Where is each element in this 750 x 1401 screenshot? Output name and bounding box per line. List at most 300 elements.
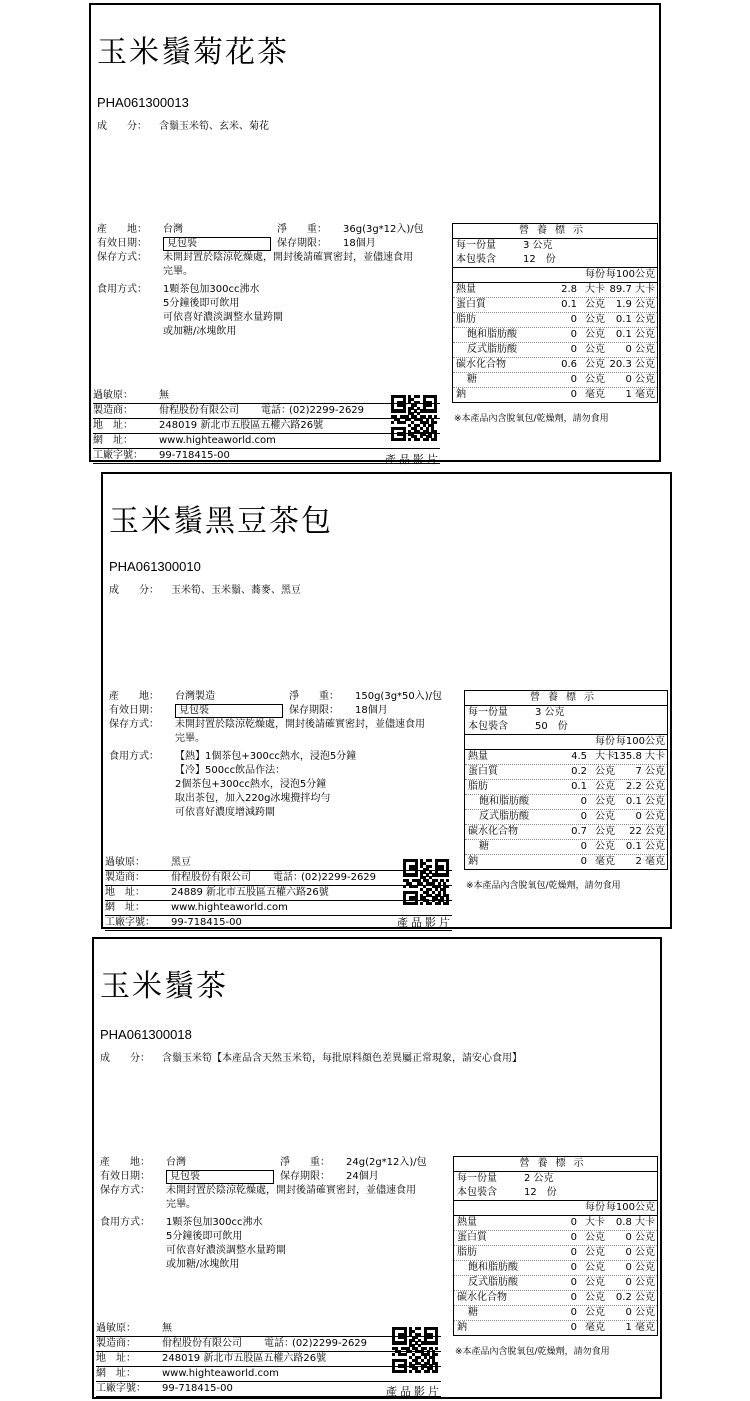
product-video-qr-code[interactable] xyxy=(403,859,449,905)
maker-key: 製造商： xyxy=(93,405,133,416)
nutrient-name: 鈉 xyxy=(456,389,466,400)
nutrient-row xyxy=(465,840,667,855)
usage-key: 食用方式： xyxy=(100,1217,150,1228)
nutrient-unit: 毫克 xyxy=(585,389,605,400)
nutrient-per-serving: 0 xyxy=(570,389,577,400)
desiccant-warning: ※本產品內含脫氧包/乾燥劑，請勿食用 xyxy=(455,1347,610,1357)
maker-value: 佾程股份有限公司 xyxy=(171,872,251,883)
per-serving-header: 每份 xyxy=(585,269,605,280)
serving-size-label: 每一份量 xyxy=(468,707,508,718)
storage-key: 保存方式： xyxy=(109,719,159,730)
usage-line: 1顆茶包加300cc沸水 xyxy=(163,284,260,295)
product-video-label: 產品影片 xyxy=(385,453,441,466)
nutrient-per-100g: 20.3 公克 xyxy=(609,359,655,370)
origin-value: 台灣製造 xyxy=(175,691,215,702)
nutrient-per-serving: 2.8 xyxy=(561,284,577,295)
origin-row xyxy=(100,1156,445,1170)
nutrient-row xyxy=(453,373,657,388)
nutrient-per-100g: 7 公克 xyxy=(635,766,665,777)
net-key: 淨 重： xyxy=(280,1157,330,1168)
product-label xyxy=(92,937,662,1399)
website-key: 網 址： xyxy=(93,435,133,446)
website-row xyxy=(96,1367,441,1382)
nutrient-row xyxy=(454,1291,657,1306)
net-key: 淨 重： xyxy=(289,691,339,702)
nutrient-unit: 公克 xyxy=(585,299,605,310)
per-100g-header: 每100公克 xyxy=(605,269,655,280)
phone-value: (02)2299-2629 xyxy=(289,405,365,416)
maker-key: 製造商： xyxy=(105,872,145,883)
usage-cont-row xyxy=(109,778,456,792)
product-video-qr-code[interactable] xyxy=(391,395,437,441)
servings-per-pack-value: 12 份 xyxy=(523,254,556,265)
product-title: 玉米鬚菊花茶 xyxy=(97,35,289,70)
factory-registration-value: 99-718415-00 xyxy=(162,1383,233,1394)
address-value: 248019 新北市五股區五權六路26號 xyxy=(159,420,324,431)
nutrient-per-serving: 0.1 xyxy=(571,781,587,792)
usage-key: 食用方式： xyxy=(109,751,159,762)
shelf-life-key: 保存期限： xyxy=(280,1171,330,1182)
allergen-row xyxy=(93,389,440,404)
storage-cont-value: 完畢。 xyxy=(175,733,205,744)
nutrient-name: 蛋白質 xyxy=(456,299,486,310)
nutrient-per-100g: 1 毫克 xyxy=(625,389,655,400)
usage-line: 2個茶包+300cc熱水，浸泡5分鐘 xyxy=(175,779,327,790)
phone-key: 電話： xyxy=(261,405,291,416)
composition-line xyxy=(97,117,269,132)
nutrient-per-serving: 0 xyxy=(570,344,577,355)
factory-registration-key: 工廠字號： xyxy=(93,450,143,461)
nutrient-per-serving: 0 xyxy=(580,811,587,822)
nutrient-per-100g: 0 公克 xyxy=(625,344,655,355)
nutrient-unit: 大卡 xyxy=(595,751,615,762)
nutrient-unit: 公克 xyxy=(585,374,605,385)
nutrient-per-serving: 0 xyxy=(570,374,577,385)
nutrient-per-100g: 0.1 公克 xyxy=(625,841,665,852)
usage-line: 可依喜好濃淡調整水量跨閘 xyxy=(166,1245,286,1256)
phone-key: 電話： xyxy=(264,1338,294,1349)
nutrient-name: 碳水化合物 xyxy=(468,826,518,837)
storage-value: 未開封置於陰涼乾燥處，開封後請確實密封，並儘速食用 xyxy=(163,252,413,263)
shelf-life-value: 18個月 xyxy=(343,238,376,249)
storage-key: 保存方式： xyxy=(100,1185,150,1196)
allergen-row xyxy=(96,1322,441,1337)
nutrient-row xyxy=(453,313,657,328)
nutrition-facts-table xyxy=(453,1156,658,1336)
usage-key: 食用方式： xyxy=(97,284,147,295)
nutrient-name: 脂肪 xyxy=(468,781,488,792)
storage-value: 未開封置於陰涼乾燥處，開封後請確實密封，並儘速食用 xyxy=(175,719,425,730)
usage-cont-row xyxy=(100,1258,445,1272)
usage-cont-row xyxy=(109,792,456,806)
desiccant-warning: ※本產品內含脫氧包/乾燥劑，請勿食用 xyxy=(454,414,609,424)
nutrient-row xyxy=(465,750,667,765)
nutrient-per-100g: 0.2 公克 xyxy=(615,1292,655,1303)
factory-registration-value: 99-718415-00 xyxy=(171,917,242,928)
phone-key: 電話： xyxy=(273,872,303,883)
nutrient-per-serving: 0.1 xyxy=(561,299,577,310)
per-100g-header: 每100公克 xyxy=(615,736,665,747)
usage-cont-row xyxy=(109,764,456,778)
usage-line: 【冷】500cc飲品作法： xyxy=(175,765,286,776)
nutrient-row xyxy=(453,298,657,313)
nutrient-per-serving: 0 xyxy=(570,1292,577,1303)
shelf-life-value: 18個月 xyxy=(355,705,388,716)
website-value: www.highteaworld.com xyxy=(162,1368,279,1379)
usage-cont-row xyxy=(100,1244,445,1258)
expiry-key: 有效日期： xyxy=(109,705,159,716)
nutrition-column-headers xyxy=(454,1201,657,1216)
storage-cont-row xyxy=(97,265,444,279)
address-row xyxy=(96,1352,441,1367)
nutrient-unit: 公克 xyxy=(585,1232,605,1243)
expiry-value: 見包裝 xyxy=(175,704,283,718)
nutrient-per-serving: 0 xyxy=(570,1277,577,1288)
origin-row xyxy=(109,690,456,704)
nutrient-name: 熱量 xyxy=(456,284,476,295)
origin-key: 產 地： xyxy=(97,224,147,235)
nutrient-unit: 毫克 xyxy=(595,856,615,867)
servings-per-pack-value: 50 份 xyxy=(535,721,568,732)
servings-per-pack-row xyxy=(454,1186,657,1201)
nutrient-name: 反式脂肪酸 xyxy=(479,811,529,822)
nutrient-per-100g: 0 公克 xyxy=(625,1307,655,1318)
nutrient-row xyxy=(454,1216,657,1231)
nutrient-per-serving: 4.5 xyxy=(571,751,587,762)
nutrient-name: 反式脂肪酸 xyxy=(468,1277,518,1288)
nutrient-unit: 公克 xyxy=(585,359,605,370)
servings-per-pack-label: 本包裝含 xyxy=(456,254,496,265)
composition-value: 含鬚玉米筍、玄米、菊花 xyxy=(159,121,269,132)
servings-per-pack-row xyxy=(453,253,657,268)
net-key: 淨 重： xyxy=(277,224,327,235)
allergen-key: 過敏原： xyxy=(105,857,145,868)
servings-per-pack-value: 12 份 xyxy=(524,1187,557,1198)
nutrient-unit: 公克 xyxy=(595,766,615,777)
allergen-row xyxy=(105,856,452,871)
nutrient-name: 蛋白質 xyxy=(457,1232,487,1243)
nutrient-row xyxy=(465,795,667,810)
nutrient-name: 飽和脂肪酸 xyxy=(468,1262,518,1273)
usage-row xyxy=(100,1216,445,1230)
nutrient-unit: 公克 xyxy=(585,344,605,355)
usage-row xyxy=(109,750,456,764)
address-key: 地 址： xyxy=(96,1353,136,1364)
allergen-value: 無 xyxy=(162,1323,172,1334)
phone-value: (02)2299-2629 xyxy=(301,872,377,883)
maker-row xyxy=(93,404,440,419)
nutrient-per-serving: 0.7 xyxy=(571,826,587,837)
nutrient-row xyxy=(465,810,667,825)
serving-size-label: 每一份量 xyxy=(457,1173,497,1184)
origin-value: 台灣 xyxy=(166,1157,186,1168)
nutrient-unit: 公克 xyxy=(595,841,615,852)
nutrient-per-serving: 0 xyxy=(580,856,587,867)
nutrient-per-serving: 0 xyxy=(570,329,577,340)
nutrient-unit: 公克 xyxy=(595,826,615,837)
nutrition-facts-table xyxy=(452,223,658,403)
nutrient-per-100g: 2.2 公克 xyxy=(625,781,665,792)
usage-cont-row xyxy=(97,297,444,311)
nutrient-name: 脂肪 xyxy=(457,1247,477,1258)
storage-cont-row xyxy=(109,732,456,746)
usage-line: 可依喜好濃度增減跨閘 xyxy=(175,807,275,818)
nutrient-unit: 公克 xyxy=(585,1292,605,1303)
address-row xyxy=(93,419,440,434)
address-key: 地 址： xyxy=(93,420,133,431)
serving-size-row xyxy=(453,239,657,253)
storage-cont-value: 完畢。 xyxy=(166,1199,196,1210)
nutrient-per-serving: 0 xyxy=(570,1262,577,1273)
nutrient-row xyxy=(453,388,657,402)
nutrient-row xyxy=(454,1246,657,1261)
maker-row xyxy=(96,1337,441,1352)
nutrition-header: 營養標示 xyxy=(453,224,657,239)
nutrient-unit: 大卡 xyxy=(585,1217,605,1228)
serving-size-label: 每一份量 xyxy=(456,240,496,251)
info-block xyxy=(97,223,444,339)
storage-row xyxy=(97,251,444,265)
nutrient-name: 飽和脂肪酸 xyxy=(467,329,517,340)
product-video-label: 產品影片 xyxy=(386,1385,442,1398)
nutrient-row xyxy=(465,825,667,840)
composition-key: 成 分： xyxy=(97,121,147,132)
nutrient-per-serving: 0 xyxy=(570,314,577,325)
product-title: 玉米鬚黑豆茶包 xyxy=(109,504,333,539)
nutrient-unit: 公克 xyxy=(585,1307,605,1318)
nutrient-per-100g: 0 公克 xyxy=(625,1262,655,1273)
net-value: 150g(3g*50入)/包 xyxy=(355,691,443,702)
nutrient-name: 碳水化合物 xyxy=(457,1292,507,1303)
composition-value: 玉米筍、玉米鬚、蕎麥、黑豆 xyxy=(171,585,301,596)
nutrient-row xyxy=(454,1231,657,1246)
factory-registration-key: 工廠字號： xyxy=(105,917,155,928)
allergen-value: 黑豆 xyxy=(171,857,191,868)
nutrient-name: 糖 xyxy=(468,1307,478,1318)
nutrition-column-headers xyxy=(465,735,667,750)
website-value: www.highteaworld.com xyxy=(159,435,276,446)
nutrient-per-100g: 0.8 大卡 xyxy=(615,1217,655,1228)
net-value: 24g(2g*12入)/包 xyxy=(346,1157,427,1168)
nutrient-unit: 公克 xyxy=(585,1247,605,1258)
nutrient-row xyxy=(454,1261,657,1276)
nutrient-row xyxy=(453,328,657,343)
origin-row xyxy=(97,223,444,237)
nutrient-name: 飽和脂肪酸 xyxy=(479,796,529,807)
expiry-key: 有效日期： xyxy=(100,1171,150,1182)
nutrient-unit: 公克 xyxy=(595,796,615,807)
storage-cont-row xyxy=(100,1198,445,1212)
storage-row xyxy=(109,718,456,732)
address-value: 24889 新北市五股區五權六路26號 xyxy=(171,887,329,898)
servings-per-pack-label: 本包裝含 xyxy=(457,1187,497,1198)
address-value: 248019 新北市五股區五權六路26號 xyxy=(162,1353,327,1364)
net-value: 36g(3g*12入)/包 xyxy=(343,224,424,235)
nutrient-row xyxy=(453,358,657,373)
usage-cont-row xyxy=(97,325,444,339)
nutrient-row xyxy=(454,1321,657,1335)
website-key: 網 址： xyxy=(105,902,145,913)
nutrient-unit: 毫克 xyxy=(585,1322,605,1333)
maker-value: 佾程股份有限公司 xyxy=(159,405,239,416)
servings-per-pack-row xyxy=(465,720,667,735)
allergen-key: 過敏原： xyxy=(96,1323,136,1334)
nutrient-row xyxy=(465,765,667,780)
usage-cont-row xyxy=(100,1230,445,1244)
product-code: PHA061300013 xyxy=(97,95,189,110)
nutrient-name: 熱量 xyxy=(457,1217,477,1228)
website-key: 網 址： xyxy=(96,1368,136,1379)
product-code: PHA061300018 xyxy=(100,1027,192,1042)
shelf-life-value: 24個月 xyxy=(346,1171,379,1182)
desiccant-warning: ※本產品內含脫氧包/乾燥劑，請勿食用 xyxy=(466,881,621,891)
product-video-label: 產品影片 xyxy=(397,916,453,929)
nutrient-row xyxy=(454,1276,657,1291)
nutrient-row xyxy=(454,1306,657,1321)
nutrient-per-100g: 1 毫克 xyxy=(625,1322,655,1333)
nutrient-per-100g: 1.9 公克 xyxy=(615,299,655,310)
nutrient-per-100g: 0 公克 xyxy=(635,811,665,822)
composition-value: 含鬚玉米筍【本產品含天然玉米筍，每批原料顏色差異屬正常現象，請安心食用】 xyxy=(162,1053,522,1064)
nutrient-per-100g: 22 公克 xyxy=(629,826,665,837)
shelf-life-key: 保存期限： xyxy=(289,705,339,716)
info-block xyxy=(109,690,456,820)
nutrient-unit: 公克 xyxy=(585,1277,605,1288)
expiry-value: 見包裝 xyxy=(163,237,271,251)
usage-row xyxy=(97,283,444,297)
nutrient-row xyxy=(453,283,657,298)
address-row xyxy=(105,886,452,901)
expiry-row xyxy=(100,1170,445,1184)
nutrient-per-100g: 89.7 大卡 xyxy=(609,284,655,295)
nutrient-per-serving: 0.2 xyxy=(571,766,587,777)
nutrient-per-100g: 135.8 大卡 xyxy=(613,751,665,762)
nutrition-header: 營養標示 xyxy=(465,691,667,706)
nutrient-per-serving: 0 xyxy=(580,796,587,807)
phone-value: (02)2299-2629 xyxy=(292,1338,368,1349)
usage-line: 5分鐘後即可飲用 xyxy=(163,298,240,309)
maker-value: 佾程股份有限公司 xyxy=(162,1338,242,1349)
nutrient-per-serving: 0.6 xyxy=(561,359,577,370)
nutrient-row xyxy=(465,855,667,869)
nutrient-name: 脂肪 xyxy=(456,314,476,325)
nutrient-unit: 公克 xyxy=(585,1262,605,1273)
nutrient-per-100g: 0.1 公克 xyxy=(625,796,665,807)
usage-line: 或加糖/冰塊飲用 xyxy=(163,326,237,337)
product-title: 玉米鬚茶 xyxy=(100,969,228,1004)
usage-line: 取出茶包，加入220g冰塊攪拌均勻 xyxy=(175,793,331,804)
nutrient-unit: 公克 xyxy=(595,811,615,822)
serving-size-value: 3 公克 xyxy=(535,707,565,718)
expiry-value: 見包裝 xyxy=(166,1170,274,1184)
shelf-life-key: 保存期限： xyxy=(277,238,327,249)
nutrient-unit: 公克 xyxy=(585,314,605,325)
serving-size-row xyxy=(454,1172,657,1186)
usage-line: 或加糖/冰塊飲用 xyxy=(166,1259,240,1270)
nutrient-name: 鈉 xyxy=(468,856,478,867)
composition-key: 成 分： xyxy=(100,1053,150,1064)
usage-line: 1顆茶包加300cc沸水 xyxy=(166,1217,263,1228)
address-key: 地 址： xyxy=(105,887,145,898)
usage-cont-row xyxy=(97,311,444,325)
product-video-qr-code[interactable] xyxy=(392,1327,438,1373)
origin-value: 台灣 xyxy=(163,224,183,235)
per-100g-header: 每100公克 xyxy=(605,1202,655,1213)
per-serving-header: 每份 xyxy=(585,1202,605,1213)
website-value: www.highteaworld.com xyxy=(171,902,288,913)
factory-registration-key: 工廠字號： xyxy=(96,1383,146,1394)
composition-key: 成 分： xyxy=(109,585,159,596)
maker-key: 製造商： xyxy=(96,1338,136,1349)
nutrient-name: 鈉 xyxy=(457,1322,467,1333)
allergen-key: 過敏原： xyxy=(93,390,133,401)
nutrition-column-headers xyxy=(453,268,657,283)
nutrient-row xyxy=(453,343,657,358)
nutrient-unit: 公克 xyxy=(595,781,615,792)
composition-line xyxy=(100,1049,522,1064)
storage-cont-value: 完畢。 xyxy=(163,266,193,277)
nutrient-unit: 大卡 xyxy=(585,284,605,295)
nutrient-per-serving: 0 xyxy=(570,1307,577,1318)
nutrient-per-100g: 0 公克 xyxy=(625,374,655,385)
storage-value: 未開封置於陰涼乾燥處，開封後請確實密封，並儘速食用 xyxy=(166,1185,416,1196)
nutrition-facts-table xyxy=(464,690,668,870)
nutrient-per-serving: 0 xyxy=(570,1247,577,1258)
product-label xyxy=(89,3,661,466)
servings-per-pack-label: 本包裝含 xyxy=(468,721,508,732)
nutrient-per-serving: 0 xyxy=(570,1322,577,1333)
nutrient-per-100g: 0.1 公克 xyxy=(615,314,655,325)
nutrient-per-100g: 2 毫克 xyxy=(635,856,665,867)
nutrient-name: 碳水化合物 xyxy=(456,359,506,370)
product-code: PHA061300010 xyxy=(109,559,201,574)
usage-cont-row xyxy=(109,806,456,820)
nutrient-per-serving: 0 xyxy=(570,1232,577,1243)
website-row xyxy=(93,434,440,449)
expiry-row xyxy=(97,237,444,251)
nutrient-name: 反式脂肪酸 xyxy=(467,344,517,355)
per-serving-header: 每份 xyxy=(595,736,615,747)
nutrient-per-100g: 0 公克 xyxy=(625,1277,655,1288)
factory-registration-value: 99-718415-00 xyxy=(159,450,230,461)
serving-size-row xyxy=(465,706,667,720)
nutrient-per-100g: 0 公克 xyxy=(625,1247,655,1258)
usage-line: 【熱】1個茶包+300cc熱水，浸泡5分鐘 xyxy=(175,751,357,762)
usage-line: 5分鐘後即可飲用 xyxy=(166,1231,243,1242)
nutrient-row xyxy=(465,780,667,795)
nutrient-per-100g: 0 公克 xyxy=(625,1232,655,1243)
nutrient-name: 蛋白質 xyxy=(468,766,498,777)
serving-size-value: 2 公克 xyxy=(524,1173,554,1184)
storage-row xyxy=(100,1184,445,1198)
expiry-row xyxy=(109,704,456,718)
origin-key: 產 地： xyxy=(109,691,159,702)
nutrient-name: 熱量 xyxy=(468,751,488,762)
nutrient-name: 糖 xyxy=(479,841,489,852)
composition-line xyxy=(109,581,301,596)
origin-key: 產 地： xyxy=(100,1157,150,1168)
info-block xyxy=(100,1156,445,1272)
storage-key: 保存方式： xyxy=(97,252,147,263)
nutrient-per-serving: 0 xyxy=(580,841,587,852)
serving-size-value: 3 公克 xyxy=(523,240,553,251)
nutrient-unit: 公克 xyxy=(585,329,605,340)
nutrient-per-100g: 0.1 公克 xyxy=(615,329,655,340)
nutrient-per-serving: 0 xyxy=(570,1217,577,1228)
usage-line: 可依喜好濃淡調整水量跨閘 xyxy=(163,312,283,323)
nutrient-name: 糖 xyxy=(467,374,477,385)
allergen-value: 無 xyxy=(159,390,169,401)
